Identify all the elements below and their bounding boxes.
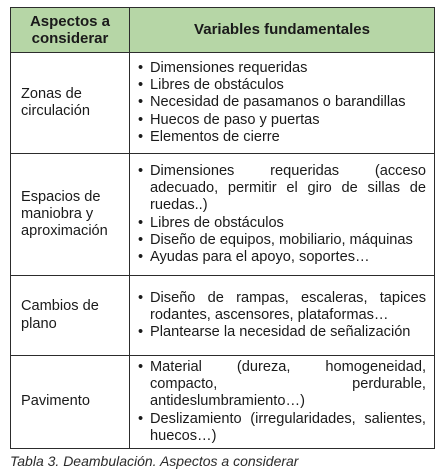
- list-item: • Diseño de equipos, mobiliario, máquinas: [138, 232, 426, 249]
- list-item: • Ayudas para el apoyo, soportes…: [138, 249, 426, 266]
- variables-list: [138, 290, 426, 342]
- variables-cell: [130, 356, 435, 449]
- table-row: [11, 154, 435, 276]
- list-item: • Dimensiones requeridas: [138, 60, 426, 77]
- list-item: • Libres de obstáculos: [138, 77, 426, 94]
- aspect-cell: Cambios de plano: [11, 276, 130, 356]
- table-row: [11, 356, 435, 449]
- list-item: • Libres de obstáculos: [138, 215, 426, 232]
- list-item: • Diseño de rampas, escaleras, tapices rodantes, ascensores, plataformas…: [138, 290, 426, 324]
- header-variables: Variables fundamentales: [130, 8, 435, 53]
- list-item: • Dimensiones requeridas (acceso adecuado, permitir el giro de sillas de ruedas..): [138, 163, 426, 215]
- header-aspects: Aspectos a considerar: [11, 8, 130, 53]
- list-item: • Material (dureza, homogeneidad, compacto, perdurable, antideslumbramiento…): [138, 359, 426, 411]
- list-item: • Necesidad de pasamanos o barandillas: [138, 94, 426, 111]
- table-header-row: [11, 8, 435, 53]
- table-caption: Tabla 3. Deambulación. Aspectos a considerar: [10, 453, 299, 469]
- variables-list: [138, 60, 426, 146]
- variables-cell: [130, 53, 435, 154]
- variables-cell: [130, 154, 435, 276]
- table-row: [11, 53, 435, 154]
- list-item: • Deslizamiento (irregularidades, salientes, huecos…): [138, 411, 426, 445]
- list-item: • Huecos de paso y puertas: [138, 112, 426, 129]
- aspect-cell: Zonas de circulación: [11, 53, 130, 154]
- aspect-cell: Espacios de maniobra y aproximación: [11, 154, 130, 276]
- aspect-cell: Pavimento: [11, 356, 130, 449]
- aspects-table: [10, 7, 435, 449]
- table-row: [11, 276, 435, 356]
- list-item: • Elementos de cierre: [138, 129, 426, 146]
- variables-cell: [130, 276, 435, 356]
- variables-list: [138, 163, 426, 266]
- list-item: • Plantearse la necesidad de señalización: [138, 324, 426, 341]
- variables-list: [138, 359, 426, 445]
